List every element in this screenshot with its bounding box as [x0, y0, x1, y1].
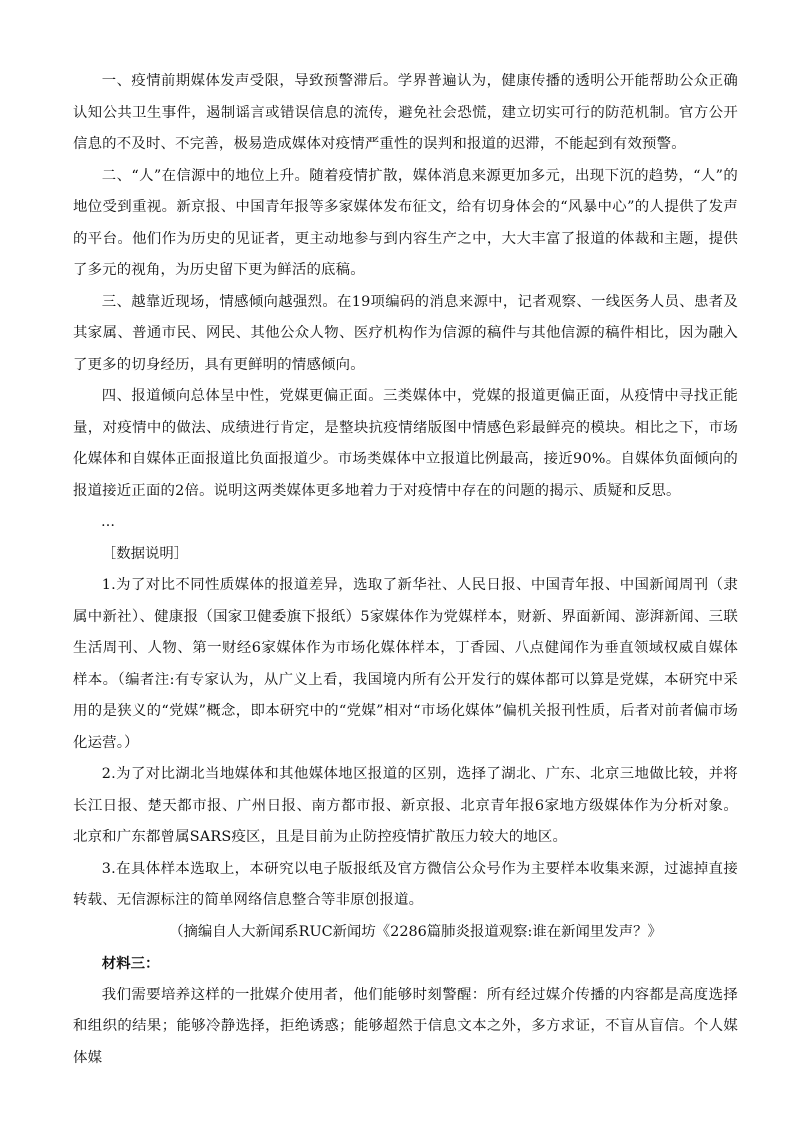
source-citation: （摘编自人大新闻系RUC新闻坊《2286篇肺炎报道观察:谁在新闻里发声？》 [169, 923, 662, 940]
ellipsis: … [101, 514, 115, 530]
data-note-2: 2.为了对比湖北当地媒体和其他媒体地区报道的区别，选择了湖北、广东、北京三地做比较，并将长江日报、楚天都市报、广州日报、南方都市报、新京报、北京青年报6家地方级媒体作为分析对象。北京和广东都曾属SARS疫区，且是目前为止防控疫情扩散压力较大的地区。 [73, 766, 738, 845]
finding-paragraph-4: 四、报道倾向总体呈中性，党媒更偏正面。三类媒体中，党媒的报道更偏正面，从疫情中寻找正能量，对疫情中的做法、成绩进行肯定，是整块抗疫情绪版图中情感色彩最鲜亮的模块。相比之下，市场化媒体和自媒体正面报道比负面报道少。市场类媒体中立报道比例最高，接近90%。自媒体负面倾向的报道接近正面的2倍。说明这两类媒体更多地着力于对疫情中存在的问题的揭示、质疑和反思。 [73, 388, 738, 499]
material-3-text: 我们需要培养这样的一批媒介使用者，他们能够时刻警醒：所有经过媒介传播的内容都是高度选择和组织的结果；能够冷静选择，拒绝诱惑；能够超然于信息文本之外，多方求证，不盲从盲信。个人媒体媒 [73, 986, 738, 1066]
data-note-heading: ［数据说明］ [101, 545, 189, 562]
data-note-1: 1.为了对比不同性质媒体的报道差异，选取了新华社、人民日报、中国青年报、中国新闻周刊（隶属中新社）、健康报（国家卫健委旗下报纸）5家媒体作为党媒样本，财新、界面新闻、澎湃新闻、三联生活周刊、人物、第一财经6家媒体作为市场化媒体样本，丁香园、八点健闻作为垂直领域权威自媒体样本。（编者注:有专家认为，从广义上看，我国境内所有公开发行的媒体都可以算是党媒，本研究中采用的是狭义的“党媒”概念，即本研究中的“党媒”相对“市场化媒体”偏机关报刊性质，后者对前者偏市场化运营。） [73, 577, 738, 751]
data-note-3: 3.在具体样本选取上，本研究以电子版报纸及官方微信公众号作为主要样本收集来源，过滤掉直接转载、无信源标注的简单网络信息整合等非原创报道。 [73, 860, 738, 908]
finding-paragraph-3: 三、越靠近现场，情感倾向越强烈。在19项编码的消息来源中，记者观察、一线医务人员、患者及其家属、普通市民、网民、其他公众人物、医疗机构作为信源的稿件与其他信源的稿件相比，因为融入了更多的切身经历，具有更鲜明的情感倾向。 [73, 293, 738, 373]
material-3-label: 材料三： [101, 955, 160, 972]
finding-paragraph-1: 一、疫情前期媒体发声受限，导致预警滞后。学界普遍认为，健康传播的透明公开能帮助公众正确认知公共卫生事件，遏制谣言或错误信息的流传，避免社会恐慌，建立切实可行的防范机制。官方公开信息的不及时、不完善，极易造成媒体对疫情严重性的误判和报道的迟滞，不能起到有效预警。 [73, 73, 738, 152]
finding-paragraph-2: 二、“人”在信源中的地位上升。随着疫情扩散，媒体消息来源更加多元，出现下沉的趋势，“人”的地位受到重视。新京报、中国青年报等多家媒体发布征文，给有切身体会的“风暴中心”的人提供了发声的平台。他们作为历史的见证者，更主动地参与到内容生产之中，大大丰富了报道的体裁和主题，提供了多元的视角，为历史留下更为鲜活的底稿。 [73, 167, 738, 278]
